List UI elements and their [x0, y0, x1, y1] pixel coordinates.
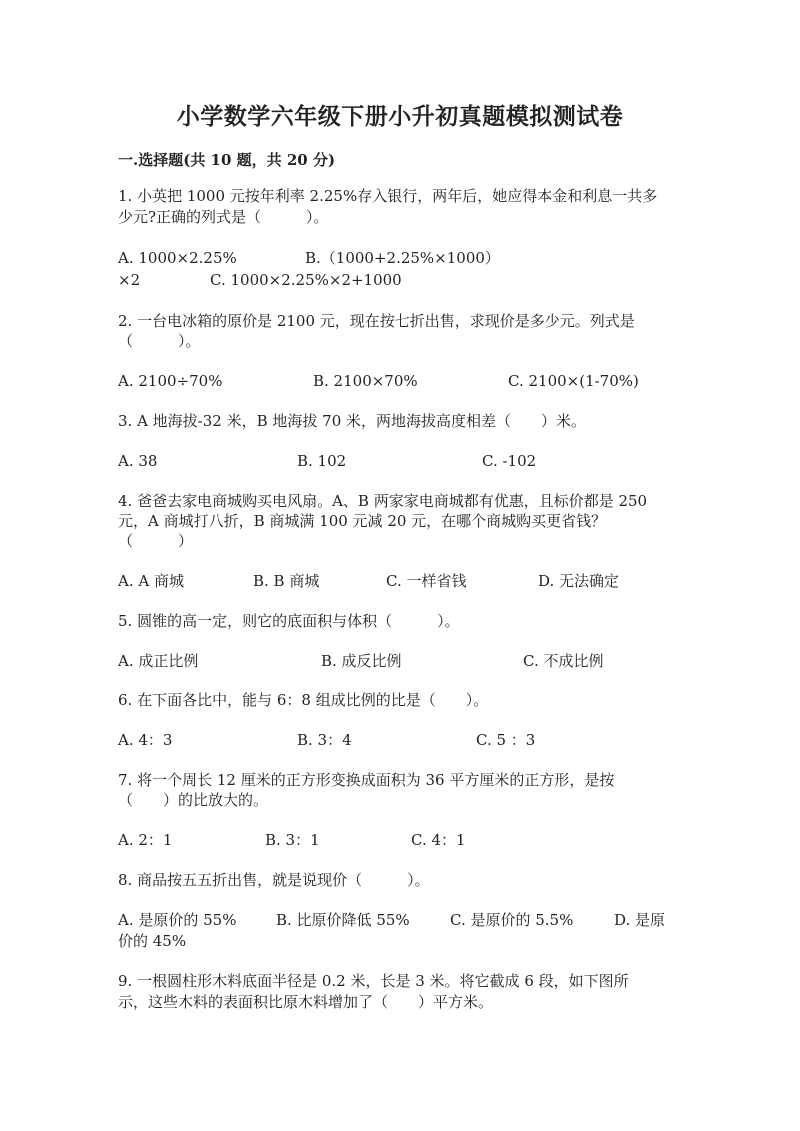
question-2-option-b: B. 2100×70%	[313, 372, 418, 390]
question-4-option-c: C. 一样省钱	[386, 572, 467, 590]
question-5-option-b: B. 成反比例	[321, 652, 402, 670]
question-5-option-c: C. 不成比例	[523, 652, 604, 670]
question-1-option-b-cont: ×2	[118, 271, 141, 289]
question-7-option-a: A. 2：1	[118, 831, 173, 849]
question-7-option-b: B. 3：1	[265, 831, 320, 849]
question-6-line-1: 6. 在下面各比中，能与 6：8 组成比例的比是（ ）。	[118, 691, 489, 709]
question-2-line-2: （ ）。	[118, 332, 201, 350]
question-1-option-c: C. 1000×2.25%×2+1000	[210, 271, 402, 289]
question-8-option-d: D. 是原	[614, 911, 666, 929]
question-4-option-d: D. 无法确定	[538, 572, 620, 590]
question-4-line-3: （ ）	[118, 532, 194, 550]
question-3-option-c: C. -102	[482, 452, 537, 470]
question-4-line-2: 元，A 商城打八折，B 商城满 100 元减 20 元，在哪个商城购买更省钱？	[118, 512, 607, 530]
question-1-line-2: 少元?正确的列式是（ ）。	[118, 208, 329, 226]
section-heading: 一.选择题(共 10 题，共 20 分)	[118, 151, 336, 169]
question-4-option-b: B. B 商城	[253, 572, 320, 590]
question-3-line-1: 3. A 地海拔-32 米，B 地海拔 70 米，两地海拔高度相差（ ）米。	[118, 412, 587, 430]
question-4-option-a: A. A 商城	[118, 572, 184, 590]
question-5-option-a: A. 成正比例	[118, 652, 199, 670]
question-1-option-a: A. 1000×2.25%	[118, 249, 237, 267]
question-1-option-b: B.（1000+2.25%×1000）	[305, 249, 500, 267]
question-9-line-2: 示，这些木料的表面积比原木料增加了（ ）平方米。	[118, 993, 494, 1011]
question-6-option-a: A. 4：3	[118, 731, 173, 749]
question-4-line-1: 4. 爸爸去家电商城购买电风扇。A、B 两家家电商城都有优惠，且标价都是 250	[118, 492, 648, 510]
question-6-option-b: B. 3：4	[297, 731, 352, 749]
question-2-option-c: C. 2100×(1-70%)	[508, 372, 639, 390]
question-3-option-b: B. 102	[297, 452, 347, 470]
question-2-option-a: A. 2100÷70%	[118, 372, 223, 390]
question-7-line-2: （ ）的比放大的。	[118, 791, 269, 809]
question-8-option-c: C. 是原价的 5.5%	[450, 911, 574, 929]
question-6-option-c: C. 5 ：3	[476, 731, 536, 749]
question-1-line-1: 1. 小英把 1000 元按年利率 2.25%存入银行，两年后，她应得本金和利息一共多	[118, 187, 658, 205]
question-7-option-c: C. 4：1	[411, 831, 466, 849]
page-title: 小学数学六年级下册小升初真题模拟测试卷	[176, 103, 624, 130]
question-7-line-1: 7. 将一个周长 12 厘米的正方形变换成面积为 36 平方厘米的正方形，是按	[118, 771, 615, 789]
question-2-line-1: 2. 一台电冰箱的原价是 2100 元，现在按七折出售，求现价是多少元。列式是	[118, 312, 635, 330]
question-3-option-a: A. 38	[118, 452, 158, 470]
question-8-option-b: B. 比原价降低 55%	[276, 911, 410, 929]
question-5-line-1: 5. 圆锥的高一定，则它的底面积与体积（ ）。	[118, 612, 460, 630]
question-8-option-d-cont: 价的 45%	[118, 932, 187, 950]
question-8-line-1: 8. 商品按五五折出售，就是说现价（ ）。	[118, 871, 430, 889]
question-9-line-1: 9. 一根圆柱形木料底面半径是 0.2 米，长是 3 米。将它截成 6 段，如下图所	[118, 972, 629, 990]
question-8-option-a: A. 是原价的 55%	[118, 911, 237, 929]
